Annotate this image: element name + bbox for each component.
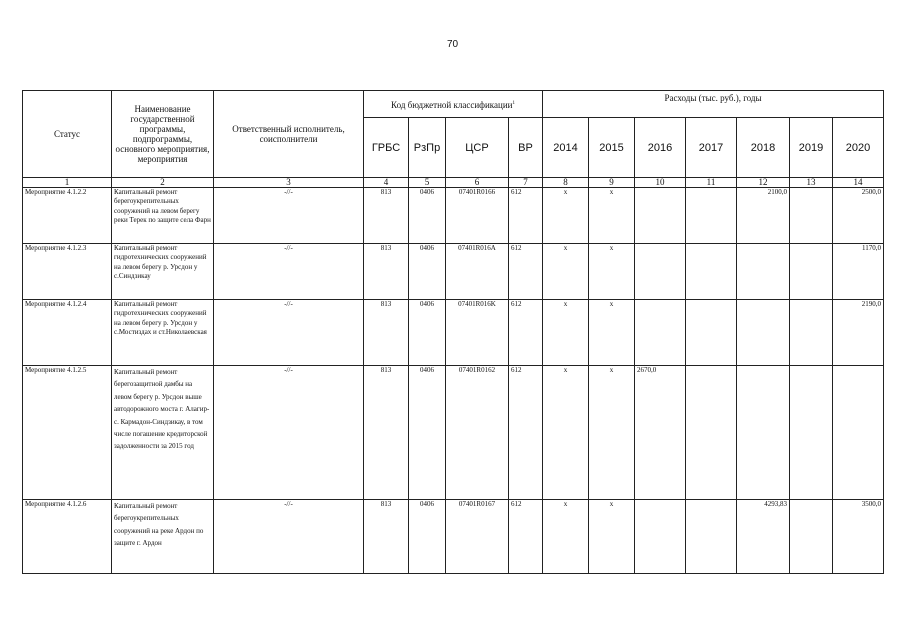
header-year: 2020 [833, 118, 884, 178]
row-2015: x [589, 500, 635, 574]
row-2018 [737, 366, 790, 500]
row-rzpr: 0406 [409, 188, 446, 244]
row-2019 [790, 500, 833, 574]
row-2015: x [589, 366, 635, 500]
row-rzpr: 0406 [409, 300, 446, 366]
header-code-rzpr: РзПр [409, 118, 446, 178]
row-status: Мероприятие 4.1.2.5 [23, 366, 112, 500]
header-year: 2015 [589, 118, 635, 178]
row-2019 [790, 244, 833, 300]
header-year: 2014 [543, 118, 589, 178]
row-grbs: 813 [364, 500, 409, 574]
header-budget-code-label: Код бюджетной классификации [391, 99, 513, 110]
column-number: 6 [446, 178, 509, 188]
column-number: 2 [112, 178, 214, 188]
column-number: 14 [833, 178, 884, 188]
row-2017 [686, 500, 737, 574]
header-status: Статус [23, 91, 112, 178]
column-numbers-row [23, 178, 884, 188]
row-name: Капитальный ремонт гидротехнических сооружений на левом берегу р. Урсдон у с.Синдзикау [112, 244, 214, 300]
row-2017 [686, 244, 737, 300]
row-grbs: 813 [364, 300, 409, 366]
row-2018: 2100,0 [737, 188, 790, 244]
table-row [23, 500, 884, 574]
column-number: 9 [589, 178, 635, 188]
row-2018 [737, 244, 790, 300]
column-number: 5 [409, 178, 446, 188]
header-code-vr: ВР [509, 118, 543, 178]
row-vr: 612 [509, 300, 543, 366]
row-executor: -//- [214, 300, 364, 366]
page-number: 70 [446, 39, 459, 50]
row-2020: 2500,0 [833, 188, 884, 244]
row-2017 [686, 188, 737, 244]
header-year: 2016 [635, 118, 686, 178]
row-2020: 1170,0 [833, 244, 884, 300]
column-number: 12 [737, 178, 790, 188]
row-2016 [635, 500, 686, 574]
row-vr: 612 [509, 244, 543, 300]
row-2020: 2190,0 [833, 300, 884, 366]
row-rzpr: 0406 [409, 244, 446, 300]
row-2016 [635, 300, 686, 366]
row-2020: 3500,0 [833, 500, 884, 574]
row-csr: 07401R0166 [446, 188, 509, 244]
row-name: Капитальный ремонт берегоукрепительных сооружений на левом берегу реки Терек по защите села Фарн [112, 188, 214, 244]
row-2015: x [589, 244, 635, 300]
table-row [23, 244, 884, 300]
row-status: Мероприятие 4.1.2.3 [23, 244, 112, 300]
row-csr: 07401R016A [446, 244, 509, 300]
row-executor: -//- [214, 244, 364, 300]
row-name: Капитальный ремонт берегоукрепительных сооружений на реке Ардон по защите г. Ардон [112, 500, 214, 574]
budget-table [22, 90, 884, 574]
header-code-grbs: ГРБС [364, 118, 409, 178]
header-year: 2017 [686, 118, 737, 178]
row-2015: x [589, 300, 635, 366]
row-2017 [686, 300, 737, 366]
row-status: Мероприятие 4.1.2.6 [23, 500, 112, 574]
column-number: 13 [790, 178, 833, 188]
row-executor: -//- [214, 366, 364, 500]
row-2019 [790, 300, 833, 366]
row-csr: 07401R016K [446, 300, 509, 366]
row-grbs: 813 [364, 244, 409, 300]
column-number: 4 [364, 178, 409, 188]
row-2014: x [543, 300, 589, 366]
column-number: 8 [543, 178, 589, 188]
row-status: Мероприятие 4.1.2.2 [23, 188, 112, 244]
row-2014: x [543, 244, 589, 300]
column-number: 1 [23, 178, 112, 188]
column-number: 3 [214, 178, 364, 188]
row-2016: 2670,0 [635, 366, 686, 500]
row-rzpr: 0406 [409, 500, 446, 574]
row-2020 [833, 366, 884, 500]
row-executor: -//- [214, 500, 364, 574]
header-year: 2019 [790, 118, 833, 178]
row-csr: 07401R0167 [446, 500, 509, 574]
header-name: Наименование государственной программы, подпрограммы, основного мероприятия, мероприятия [112, 91, 214, 178]
column-number: 10 [635, 178, 686, 188]
row-2015: x [589, 188, 635, 244]
row-csr: 07401R0162 [446, 366, 509, 500]
row-executor: -//- [214, 188, 364, 244]
row-2016 [635, 244, 686, 300]
row-2014: x [543, 500, 589, 574]
row-2016 [635, 188, 686, 244]
row-2014: x [543, 366, 589, 500]
row-name: Капитальный ремонт берегозащитной дамбы на левом берегу р. Урсдон выше автодорожного моста г. Алагир- с. Кармадон-Синдзикау, в том числе погашение кредиторской задолженности за 2015 год [112, 366, 214, 500]
column-number: 7 [509, 178, 543, 188]
table-row [23, 366, 884, 500]
row-2018 [737, 300, 790, 366]
row-2018: 4293,83 [737, 500, 790, 574]
row-vr: 612 [509, 366, 543, 500]
header-expenses: Расходы (тыс. руб.), годы [543, 91, 884, 118]
row-2014: x [543, 188, 589, 244]
header-budget-code [364, 91, 543, 118]
row-rzpr: 0406 [409, 366, 446, 500]
header-budget-code-footnote: 1 [512, 100, 515, 106]
row-grbs: 813 [364, 188, 409, 244]
header-executor: Ответственный исполнитель, соисполнители [214, 91, 364, 178]
table-row [23, 188, 884, 244]
row-status: Мероприятие 4.1.2.4 [23, 300, 112, 366]
row-name: Капитальный ремонт гидротехнических сооружений на левом берегу р. Урсдон у с.Мостиздах и ст.Николаевская [112, 300, 214, 366]
row-2019 [790, 188, 833, 244]
column-number: 11 [686, 178, 737, 188]
row-grbs: 813 [364, 366, 409, 500]
header-code-csr: ЦСР [446, 118, 509, 178]
row-vr: 612 [509, 500, 543, 574]
header-year: 2018 [737, 118, 790, 178]
table-row [23, 300, 884, 366]
row-2017 [686, 366, 737, 500]
row-2019 [790, 366, 833, 500]
row-vr: 612 [509, 188, 543, 244]
